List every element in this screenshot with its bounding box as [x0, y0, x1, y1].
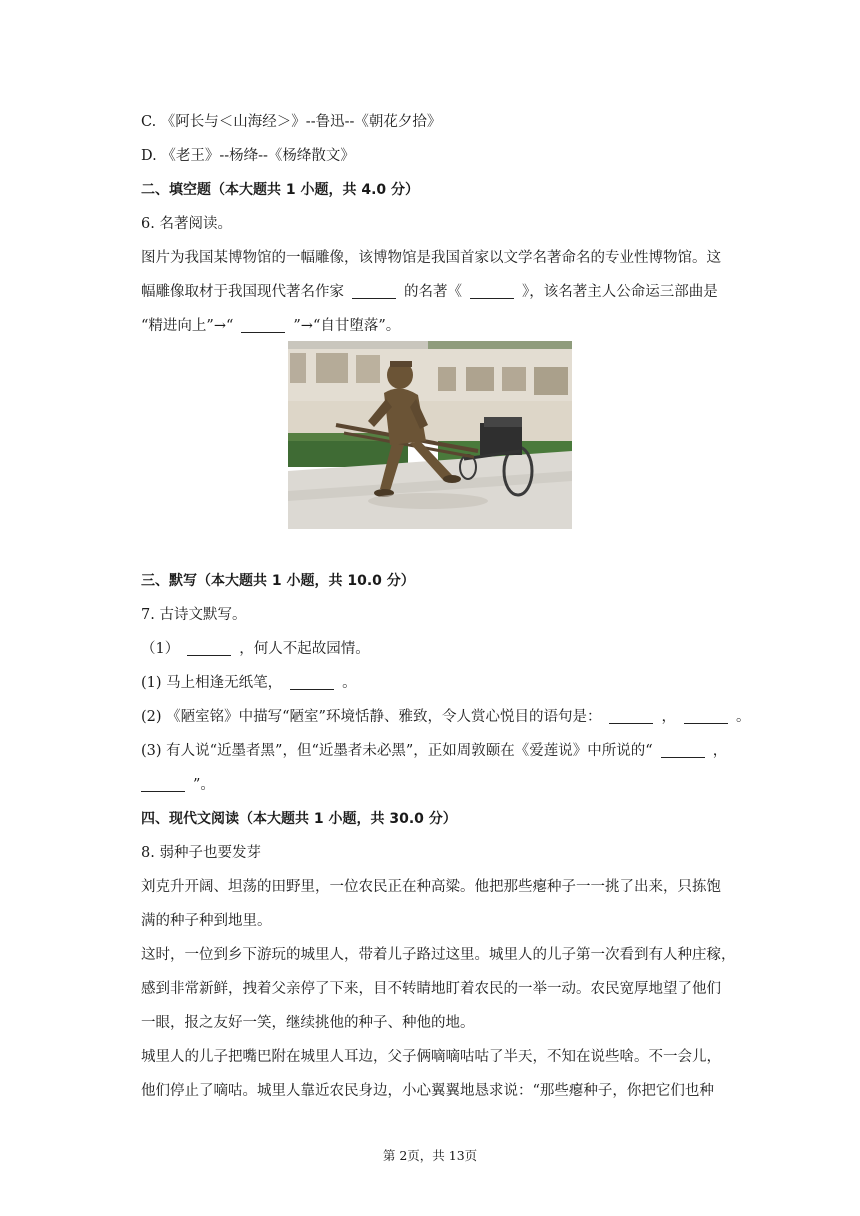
- statue-photo: [288, 341, 572, 529]
- page-number-footer: 第 2页，共 13页: [382, 1148, 478, 1163]
- dictation-item-2: [141, 673, 357, 693]
- answer-blank[interactable]: [352, 284, 396, 299]
- answer-blank[interactable]: [290, 675, 334, 690]
- passage-line: 他们停止了嘀咕。城里人靠近农民身边，小心翼翼地恳求说：“那些瘪种子，你把它们也种: [141, 1083, 714, 1099]
- option-c: C. 《阿长与＜山海经＞》--鲁迅--《朝花夕拾》: [141, 114, 442, 130]
- question-6-text-line-2: [141, 282, 718, 302]
- passage-line: 这时，一位到乡下游玩的城里人，带着儿子路过这里。城里人的儿子第一次看到有人种庄稼，: [141, 947, 736, 963]
- item-text: ”。: [193, 777, 215, 793]
- item-text: ，何人不起故园情。: [239, 641, 370, 657]
- dictation-item-4-continued: [141, 775, 215, 795]
- passage-line: 城里人的儿子把嘴巴附在城里人耳边，父子俩嘀嘀咕咕了半天，不知在说些啥。不一会儿，: [141, 1049, 721, 1065]
- question-6-text-line-3: [141, 316, 400, 336]
- q6-text-segment: ”→“自甘堕落”。: [293, 318, 401, 334]
- option-d: D. 《老王》--杨绛--《杨绛散文》: [141, 148, 355, 164]
- item-text: ，: [712, 743, 728, 759]
- item-text: (1) 马上相逢无纸笔，: [141, 675, 283, 691]
- q6-text-segment: 》，该名著主人公命运三部曲是: [522, 284, 718, 300]
- passage-line: 一眼，报之友好一笑，继续挑他的种子、种他的地。: [141, 1015, 475, 1031]
- q6-text-segment: “精进向上”→“: [141, 318, 234, 334]
- rickshaw-statue-illustration: [288, 341, 572, 529]
- item-text: (3) 有人说“近墨者黑”，但“近墨者未必黑”，正如周敦颐在《爱莲说》中所说的“: [141, 743, 653, 759]
- answer-blank[interactable]: [470, 284, 514, 299]
- q6-text-segment: 的名著《: [404, 284, 462, 300]
- answer-blank[interactable]: [187, 641, 231, 656]
- section-heading-dictation: 三、默写（本大题共 1 小题，共 10.0 分）: [141, 573, 415, 589]
- answer-blank[interactable]: [684, 709, 728, 724]
- item-text: (2) 《陋室铭》中描写“陋室”环境恬静、雅致，令人赏心悦目的语句是：: [141, 709, 602, 725]
- question-6-title: 6. 名著阅读。: [141, 216, 232, 232]
- answer-blank[interactable]: [141, 777, 185, 792]
- question-7-title: 7. 古诗文默写。: [141, 607, 247, 623]
- passage-line: 刘克升开阔、坦荡的田野里，一位农民正在种高粱。他把那些瘪种子一一挑了出来，只拣饱: [141, 879, 721, 895]
- passage-line: 满的种子种到地里。: [141, 913, 272, 929]
- dictation-item-3: [141, 707, 750, 727]
- item-label: （1）: [141, 641, 180, 657]
- item-text: 。: [735, 709, 751, 725]
- passage-line: 感到非常新鲜，拽着父亲停了下来，目不转睛地盯着农民的一举一动。农民宽厚地望了他们: [141, 981, 721, 997]
- answer-blank[interactable]: [241, 318, 285, 333]
- answer-blank[interactable]: [609, 709, 653, 724]
- dictation-item-1: [141, 639, 370, 659]
- section-heading-fill-in: 二、填空题（本大题共 1 小题，共 4.0 分）: [141, 182, 420, 198]
- q6-text-segment: 幅雕像取材于我国现代著名作家: [141, 284, 344, 300]
- answer-blank[interactable]: [661, 743, 705, 758]
- dictation-item-4: [141, 741, 727, 761]
- section-heading-reading: 四、现代文阅读（本大题共 1 小题，共 30.0 分）: [141, 811, 457, 827]
- question-8-title: 8. 弱种子也要发芽: [141, 845, 261, 861]
- item-text: 。: [342, 675, 357, 691]
- question-6-text-line-1: 图片为我国某博物馆的一幅雕像，该博物馆是我国首家以文学名著命名的专业性博物馆。这: [141, 250, 721, 266]
- item-text: ，: [661, 709, 676, 725]
